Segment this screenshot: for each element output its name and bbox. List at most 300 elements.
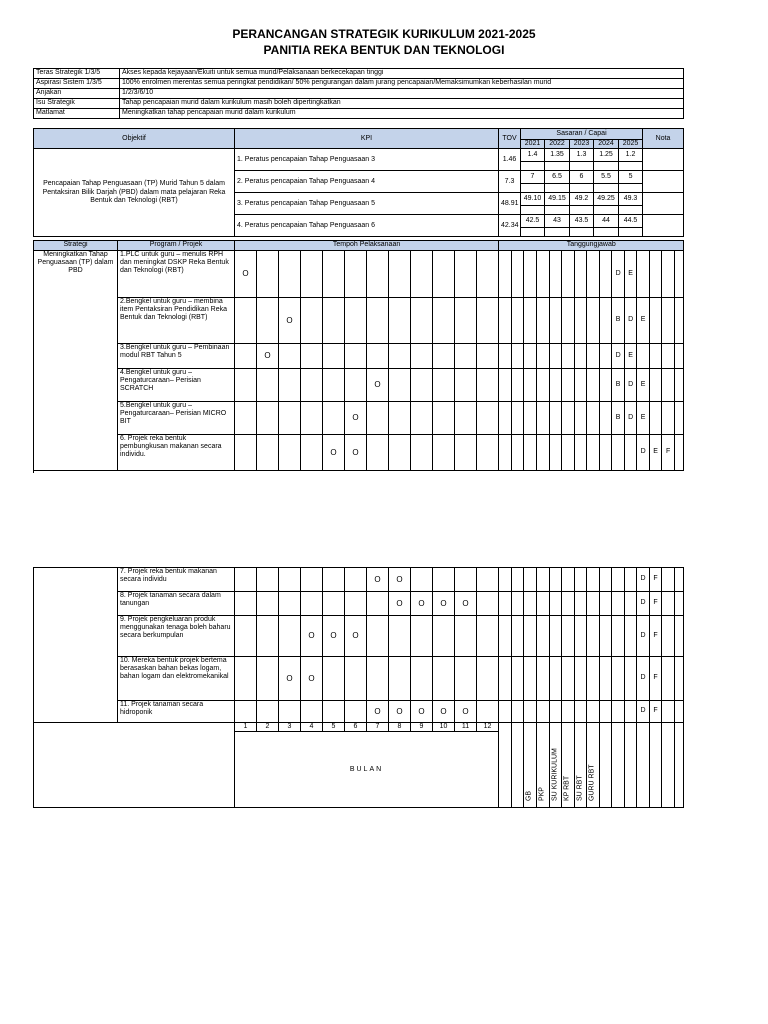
resp-cell xyxy=(575,568,587,592)
resp-cell xyxy=(625,592,637,616)
year-header: 2023 xyxy=(570,140,594,149)
resp-cell xyxy=(587,369,600,402)
resp-cell xyxy=(675,435,684,471)
month-cell xyxy=(477,657,499,701)
month-cell xyxy=(323,344,345,369)
resp-mark: E xyxy=(625,344,637,369)
resp-cell xyxy=(512,657,524,701)
info-row xyxy=(34,69,684,79)
month-cell xyxy=(433,435,455,471)
resp-mark: B xyxy=(612,402,625,435)
kpi-capai xyxy=(521,228,545,237)
resp-mark: F xyxy=(650,616,662,657)
resp-cell xyxy=(537,402,550,435)
resp-cell xyxy=(612,701,625,723)
kpi-label: 1. Peratus pencapaian Tahap Penguasaan 3 xyxy=(235,149,499,171)
kpi-target: 49.25 xyxy=(594,193,619,206)
month-cell xyxy=(323,369,345,402)
resp-cell xyxy=(600,344,612,369)
resp-cell xyxy=(537,657,550,701)
info-value: Tahap pencapaian murid dalam kurikulum masih boleh dipertingkatkan xyxy=(120,99,684,109)
resp-cell xyxy=(662,251,675,298)
month-cell xyxy=(323,592,345,616)
month-cell xyxy=(411,657,433,701)
month-number: 11 xyxy=(455,723,477,732)
month-cell xyxy=(235,657,257,701)
month-cell xyxy=(477,616,499,657)
resp-mark: F xyxy=(650,568,662,592)
plan-table-bottom xyxy=(33,567,684,808)
resp-cell xyxy=(675,298,684,344)
month-cell xyxy=(345,251,367,298)
kpi-label: 3. Peratus pencapaian Tahap Penguasaan 5 xyxy=(235,193,499,215)
month-cell xyxy=(389,616,411,657)
resp-cell xyxy=(499,298,512,344)
resp-cell xyxy=(550,369,562,402)
kpi-target: 49.2 xyxy=(570,193,594,206)
kpi-target: 6 xyxy=(570,171,594,184)
month-cell xyxy=(235,298,257,344)
month-cell xyxy=(301,251,323,298)
resp-mark: E xyxy=(637,369,650,402)
resp-cell xyxy=(600,657,612,701)
resp-cell xyxy=(512,344,524,369)
resp-cell xyxy=(600,592,612,616)
resp-cell xyxy=(575,402,587,435)
resp-cell xyxy=(600,298,612,344)
resp-cell xyxy=(550,344,562,369)
month-cell xyxy=(257,616,279,657)
kpi-capai xyxy=(619,162,643,171)
month-cell xyxy=(235,344,257,369)
month-cell xyxy=(279,435,301,471)
month-cell xyxy=(389,402,411,435)
month-cell xyxy=(235,402,257,435)
resp-cell xyxy=(562,402,575,435)
month-mark: O xyxy=(455,701,477,723)
month-cell xyxy=(477,402,499,435)
month-cell xyxy=(235,369,257,402)
resp-mark: D xyxy=(625,402,637,435)
resp-blank xyxy=(625,723,637,808)
resp-cell xyxy=(625,657,637,701)
resp-cell xyxy=(650,344,662,369)
resp-mark: B xyxy=(612,369,625,402)
objective-text: Pencapaian Tahap Penguasaan (TP) Murid Tahun 5 dalam Pentaksiran Bilik Darjah (PBD) dalam mata pelajaran Reka Bentuk dan Teknologi (RBT) xyxy=(34,149,235,237)
resp-cell xyxy=(550,568,562,592)
kpi-capai xyxy=(619,228,643,237)
month-mark: O xyxy=(389,568,411,592)
resp-cell xyxy=(662,568,675,592)
resp-cell xyxy=(600,568,612,592)
resp-cell xyxy=(675,344,684,369)
resp-blank xyxy=(499,723,512,808)
resp-cell xyxy=(675,592,684,616)
month-mark: O xyxy=(433,592,455,616)
program-row xyxy=(34,616,684,657)
kpi-label: 4. Peratus pencapaian Tahap Penguasaan 6 xyxy=(235,215,499,237)
resp-cell xyxy=(512,435,524,471)
info-row xyxy=(34,99,684,109)
month-mark: O xyxy=(345,435,367,471)
kpi-capai xyxy=(545,228,570,237)
resp-cell xyxy=(650,298,662,344)
month-number: 3 xyxy=(279,723,301,732)
resp-cell xyxy=(575,616,587,657)
resp-cell xyxy=(625,616,637,657)
resp-cell xyxy=(524,616,537,657)
program-text: 3.Bengkel untuk guru – Pembinaan modul RBT Tahun 5 xyxy=(118,344,235,369)
resp-cell xyxy=(587,344,600,369)
month-cell xyxy=(345,592,367,616)
kpi-target: 1.4 xyxy=(521,149,545,162)
resp-mark: E xyxy=(650,435,662,471)
kpi-tov: 1.46 xyxy=(499,149,521,171)
kpi-target: 5 xyxy=(619,171,643,184)
resp-cell xyxy=(587,402,600,435)
info-label: Matlamat xyxy=(34,109,120,119)
month-number: 6 xyxy=(345,723,367,732)
month-cell xyxy=(367,435,389,471)
resp-cell xyxy=(512,369,524,402)
resp-blank xyxy=(662,723,675,808)
resp-cell xyxy=(499,701,512,723)
month-cell xyxy=(345,369,367,402)
resp-cell xyxy=(625,701,637,723)
month-cell xyxy=(411,251,433,298)
month-cell xyxy=(279,568,301,592)
strategi-header: Strategi xyxy=(34,241,118,251)
nota-header: Nota xyxy=(643,129,684,149)
resp-cell xyxy=(562,616,575,657)
month-number: 2 xyxy=(257,723,279,732)
kpi-target: 1.3 xyxy=(570,149,594,162)
month-cell xyxy=(323,657,345,701)
plan-header-row xyxy=(34,241,684,251)
resp-cell xyxy=(587,298,600,344)
resp-cell xyxy=(562,568,575,592)
info-row xyxy=(34,79,684,89)
month-cell xyxy=(279,369,301,402)
document-title: PERANCANGAN STRATEGIK KURIKULUM 2021-2025 xyxy=(232,27,536,41)
kpi-tov: 42.34 xyxy=(499,215,521,237)
program-text: 6. Projek reka bentuk pembungkusan makanan secara individu. xyxy=(118,435,235,471)
month-cell xyxy=(389,298,411,344)
resp-cell xyxy=(587,435,600,471)
program-row xyxy=(34,344,684,369)
resp-cell xyxy=(512,616,524,657)
kpi-nota xyxy=(643,193,684,215)
month-mark: O xyxy=(345,616,367,657)
resp-role-label: KP RBT xyxy=(562,723,575,808)
month-cell xyxy=(257,657,279,701)
resp-cell xyxy=(562,701,575,723)
resp-blank xyxy=(512,723,524,808)
resp-cell xyxy=(537,435,550,471)
strategy-cell xyxy=(34,568,118,723)
resp-cell xyxy=(524,369,537,402)
kpi-capai xyxy=(521,184,545,193)
program-row xyxy=(34,298,684,344)
month-cell xyxy=(411,616,433,657)
resp-cell xyxy=(537,616,550,657)
resp-cell xyxy=(662,616,675,657)
resp-cell xyxy=(499,616,512,657)
resp-blank xyxy=(675,723,684,808)
tempoh-header: Tempoh Pelaksanaan xyxy=(235,241,499,251)
kpi-target: 49.15 xyxy=(545,193,570,206)
resp-cell xyxy=(612,568,625,592)
month-cell xyxy=(367,402,389,435)
resp-mark: E xyxy=(637,298,650,344)
resp-cell xyxy=(499,402,512,435)
month-cell xyxy=(323,298,345,344)
month-cell xyxy=(235,701,257,723)
resp-cell xyxy=(650,251,662,298)
month-cell xyxy=(301,435,323,471)
resp-cell xyxy=(550,402,562,435)
resp-cell xyxy=(675,251,684,298)
month-cell xyxy=(345,344,367,369)
resp-cell xyxy=(587,592,600,616)
month-number: 5 xyxy=(323,723,345,732)
resp-cell xyxy=(662,701,675,723)
resp-cell xyxy=(662,402,675,435)
kpi-target: 1.25 xyxy=(594,149,619,162)
resp-cell xyxy=(499,251,512,298)
program-text: 8. Projek tanaman secara dalam tanungan xyxy=(118,592,235,616)
month-cell xyxy=(433,344,455,369)
kpi-target: 1.35 xyxy=(545,149,570,162)
program-text: 5.Bengkel untuk guru – Pengaturcaraan– Perisian MICRO BIT xyxy=(118,402,235,435)
resp-mark: F xyxy=(650,592,662,616)
resp-cell xyxy=(575,369,587,402)
tanggungjawab-header: Tanggungjawab xyxy=(499,241,684,251)
month-cell xyxy=(433,369,455,402)
resp-blank xyxy=(600,723,612,808)
month-cell xyxy=(455,435,477,471)
kpi-capai xyxy=(521,162,545,171)
resp-cell xyxy=(537,298,550,344)
month-cell xyxy=(235,592,257,616)
month-number: 1 xyxy=(235,723,257,732)
month-cell xyxy=(389,344,411,369)
resp-cell xyxy=(662,298,675,344)
month-mark: O xyxy=(279,657,301,701)
resp-cell xyxy=(575,657,587,701)
info-value: 100% enrolmen merentas semua peringkat pendidikan/ 50% pengurangan dalam jurang pencapaian/Memaksimumkan keberhasilan murid xyxy=(120,79,684,89)
resp-cell xyxy=(512,298,524,344)
kpi-capai xyxy=(545,162,570,171)
resp-mark: E xyxy=(625,251,637,298)
program-text: 2.Bengkel untuk guru – membina item Pentaksiran Pendidikan Reka Bentuk dan Teknologi (RBT) xyxy=(118,298,235,344)
kpi-capai xyxy=(570,184,594,193)
strategy-cell: Meningkatkan Tahap Penguasaan (TP) dalam PBD xyxy=(34,251,118,471)
month-cell xyxy=(323,568,345,592)
month-cell xyxy=(301,298,323,344)
resp-cell xyxy=(637,251,650,298)
resp-cell xyxy=(499,344,512,369)
month-cell xyxy=(411,298,433,344)
month-mark: O xyxy=(345,402,367,435)
month-cell xyxy=(433,568,455,592)
resp-cell xyxy=(587,616,600,657)
resp-cell xyxy=(512,251,524,298)
resp-cell xyxy=(675,701,684,723)
resp-mark: B xyxy=(612,298,625,344)
month-number: 7 xyxy=(367,723,389,732)
month-mark: O xyxy=(367,568,389,592)
resp-blank xyxy=(650,723,662,808)
resp-mark: D xyxy=(625,298,637,344)
month-cell xyxy=(323,402,345,435)
month-cell xyxy=(257,369,279,402)
resp-role-label: PKP xyxy=(537,723,550,808)
resp-mark: D xyxy=(612,344,625,369)
info-label: Anjakan xyxy=(34,89,120,99)
resp-cell xyxy=(524,701,537,723)
month-cell xyxy=(455,344,477,369)
resp-cell xyxy=(512,568,524,592)
info-table xyxy=(33,68,684,119)
month-mark: O xyxy=(389,701,411,723)
resp-role-label: GB xyxy=(524,723,537,808)
resp-cell xyxy=(524,435,537,471)
month-cell xyxy=(433,251,455,298)
resp-cell xyxy=(524,344,537,369)
info-label: Isu Strategik xyxy=(34,99,120,109)
program-text: 11. Projek tanaman secara hidroponik xyxy=(118,701,235,723)
kpi-capai xyxy=(545,184,570,193)
kpi-header: KPI xyxy=(235,129,499,149)
resp-cell xyxy=(562,369,575,402)
month-cell xyxy=(477,369,499,402)
month-cell xyxy=(455,251,477,298)
month-mark: O xyxy=(367,369,389,402)
month-cell xyxy=(389,369,411,402)
resp-cell xyxy=(637,344,650,369)
month-cell xyxy=(455,616,477,657)
month-cell xyxy=(279,344,301,369)
resp-cell xyxy=(625,568,637,592)
kpi-capai xyxy=(594,228,619,237)
month-cell xyxy=(367,616,389,657)
kpi-label: 2. Peratus pencapaian Tahap Penguasaan 4 xyxy=(235,171,499,193)
kpi-target: 42.5 xyxy=(521,215,545,228)
resp-cell xyxy=(662,344,675,369)
resp-cell xyxy=(587,657,600,701)
month-cell xyxy=(257,402,279,435)
program-row xyxy=(34,568,684,592)
resp-cell xyxy=(612,592,625,616)
year-header: 2021 xyxy=(521,140,545,149)
resp-cell xyxy=(562,344,575,369)
month-cell xyxy=(477,592,499,616)
month-cell xyxy=(257,701,279,723)
resp-cell xyxy=(600,616,612,657)
info-row xyxy=(34,89,684,99)
month-number: 8 xyxy=(389,723,411,732)
info-label: Teras Strategik 1/3/5 xyxy=(34,69,120,79)
month-mark: O xyxy=(433,701,455,723)
month-number-row xyxy=(34,723,684,732)
kpi-row xyxy=(34,149,684,162)
kpi-nota xyxy=(643,215,684,237)
month-cell xyxy=(411,369,433,402)
resp-cell xyxy=(662,592,675,616)
kpi-nota xyxy=(643,171,684,193)
resp-mark: F xyxy=(650,701,662,723)
month-cell xyxy=(433,616,455,657)
resp-mark: D xyxy=(637,568,650,592)
tov-header: TOV xyxy=(499,129,521,149)
month-mark: O xyxy=(411,592,433,616)
month-cell xyxy=(455,369,477,402)
month-mark: O xyxy=(235,251,257,298)
kpi-capai xyxy=(619,206,643,215)
resp-cell xyxy=(537,251,550,298)
month-cell xyxy=(301,369,323,402)
kpi-target: 44 xyxy=(594,215,619,228)
program-row xyxy=(34,435,684,471)
bulan-label: BULAN xyxy=(235,732,499,808)
resp-cell xyxy=(575,344,587,369)
resp-cell xyxy=(550,616,562,657)
kpi-target: 5.5 xyxy=(594,171,619,184)
resp-role-label: SU KURIKULUM xyxy=(550,723,562,808)
resp-cell xyxy=(600,251,612,298)
resp-cell xyxy=(499,435,512,471)
resp-cell xyxy=(524,251,537,298)
resp-mark: D xyxy=(637,616,650,657)
month-number: 12 xyxy=(477,723,499,732)
month-cell xyxy=(279,616,301,657)
resp-cell xyxy=(537,344,550,369)
resp-cell xyxy=(562,592,575,616)
resp-mark: D xyxy=(637,435,650,471)
month-cell xyxy=(477,701,499,723)
resp-cell xyxy=(562,298,575,344)
month-cell xyxy=(345,701,367,723)
resp-cell xyxy=(537,701,550,723)
month-cell xyxy=(389,435,411,471)
resp-cell xyxy=(612,616,625,657)
month-cell xyxy=(389,251,411,298)
month-cell xyxy=(301,568,323,592)
kpi-target: 49.3 xyxy=(619,193,643,206)
resp-cell xyxy=(675,568,684,592)
month-cell xyxy=(345,657,367,701)
resp-cell xyxy=(550,592,562,616)
kpi-target: 6.5 xyxy=(545,171,570,184)
resp-cell xyxy=(537,592,550,616)
resp-cell xyxy=(600,435,612,471)
resp-cell xyxy=(562,657,575,701)
month-cell xyxy=(235,616,257,657)
resp-cell xyxy=(575,298,587,344)
resp-cell xyxy=(600,701,612,723)
month-cell xyxy=(345,298,367,344)
month-cell xyxy=(367,298,389,344)
kpi-tov: 48.91 xyxy=(499,193,521,215)
month-number: 10 xyxy=(433,723,455,732)
resp-mark: F xyxy=(650,657,662,701)
resp-cell xyxy=(650,402,662,435)
kpi-target: 43 xyxy=(545,215,570,228)
resp-cell xyxy=(524,298,537,344)
resp-cell xyxy=(612,435,625,471)
resp-cell xyxy=(512,592,524,616)
